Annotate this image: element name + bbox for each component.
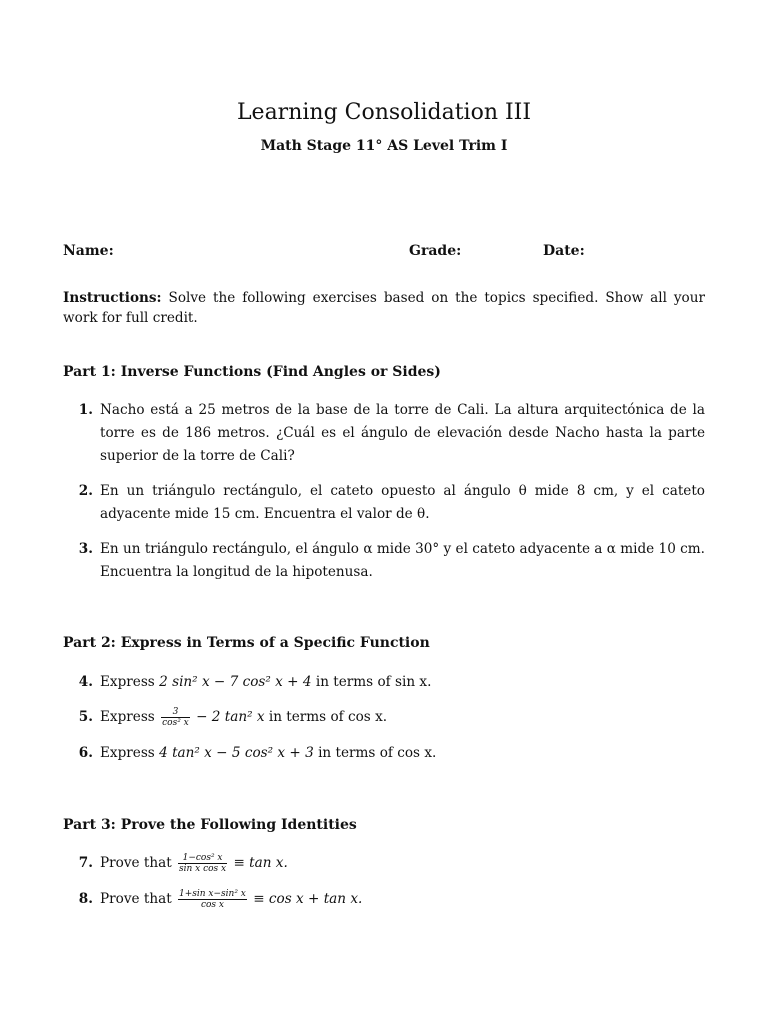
- item-expression: ≡ cos x + tan x.: [253, 891, 363, 907]
- page-subtitle: Math Stage 11° AS Level Trim I: [260, 138, 508, 154]
- item-prefix: Prove that: [100, 891, 172, 907]
- item-text: En un triángulo rectángulo, el cateto opuesto al ángulo θ mide 8 cm, y el cateto adyacente mide 15 cm. Encuentra el valor de θ.: [100, 483, 705, 522]
- date-field-label: Date:: [543, 243, 585, 259]
- item-expression: 4 tan² x − 5 cos² x + 3: [159, 745, 314, 761]
- list-item: [63, 888, 705, 911]
- item-text: En un triángulo rectángulo, el ángulo α mide 30° y el cateto adyacente a α mide 10 cm. Encuentra la longitud de la hipotenusa.: [100, 541, 705, 580]
- fraction-numerator: 1−cos² x: [178, 853, 227, 864]
- fraction: [161, 707, 190, 728]
- fraction-numerator: 3: [161, 707, 190, 718]
- part1-heading: Part 1: Inverse Functions (Find Angles or Sides): [63, 364, 441, 380]
- item-number: 1.: [78, 402, 93, 418]
- instructions-text: Solve the following exercises based on the topics specified. Show all your work for full credit.: [63, 290, 705, 326]
- list-item: [63, 706, 705, 729]
- item-suffix: in terms of sin x.: [315, 674, 432, 690]
- item-number: 6.: [78, 745, 93, 761]
- item-expression: 2 sin² x − 7 cos² x + 4: [159, 674, 312, 690]
- fraction-denominator: cos² x: [162, 718, 189, 728]
- fraction: [178, 853, 227, 874]
- list-item: [63, 399, 705, 468]
- grade-field-label: Grade:: [409, 243, 462, 259]
- fraction-denominator: sin x cos x: [179, 864, 227, 874]
- list-item: [63, 538, 705, 584]
- item-number: 7.: [78, 855, 93, 871]
- fraction-numerator: 1+sin x−sin² x: [179, 889, 246, 899]
- item-text: Nacho está a 25 metros de la base de la torre de Cali. La altura arquitectónica de la torre es de 186 metros. ¿Cuál es el ángulo de elevación desde Nacho hasta la parte superior de la torre de Cali?: [100, 402, 705, 464]
- item-number: 3.: [78, 541, 93, 557]
- item-prefix: Express: [100, 745, 155, 761]
- item-number: 2.: [78, 483, 93, 499]
- fraction: [178, 889, 247, 910]
- item-expression: ≡ tan x.: [233, 855, 288, 871]
- list-item: [63, 742, 705, 765]
- item-expression: − 2 tan² x: [196, 709, 265, 725]
- page-title: Learning Consolidation III: [236, 100, 532, 125]
- item-prefix: Prove that: [100, 855, 172, 871]
- list-item: [63, 671, 705, 694]
- part3-heading: Part 3: Prove the Following Identities: [63, 817, 357, 833]
- item-suffix: in terms of cos x.: [318, 745, 437, 761]
- instructions-block: [63, 288, 705, 328]
- item-suffix: in terms of cos x.: [268, 709, 388, 725]
- item-number: 5.: [78, 709, 93, 725]
- list-item: [63, 480, 705, 526]
- list-item: [63, 852, 705, 875]
- item-number: 8.: [78, 891, 93, 907]
- item-prefix: Express: [100, 709, 155, 725]
- part2-heading: Part 2: Express in Terms of a Specific Function: [63, 635, 430, 651]
- item-number: 4.: [78, 674, 93, 690]
- item-prefix: Express: [100, 674, 155, 690]
- fraction-denominator: cos x: [200, 900, 224, 910]
- instructions-label: Instructions:: [63, 290, 162, 306]
- name-field-label: Name:: [63, 243, 114, 259]
